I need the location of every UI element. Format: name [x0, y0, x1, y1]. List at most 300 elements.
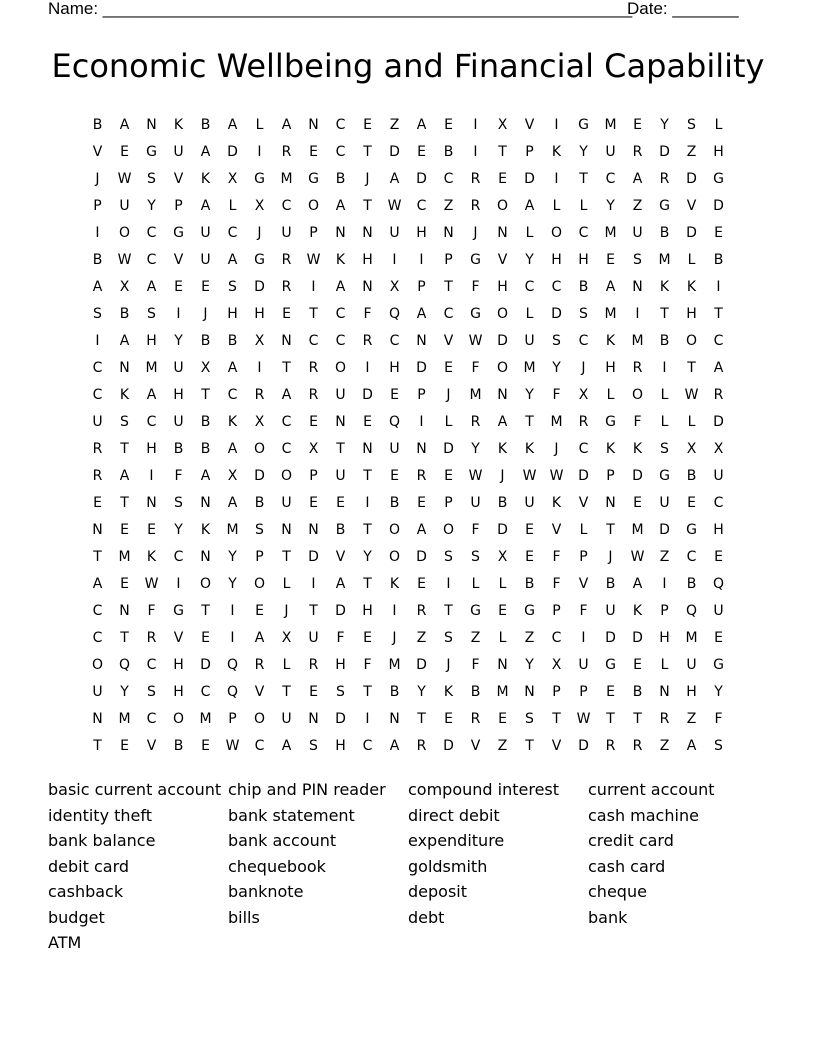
grid-letter[interactable]: O — [307, 198, 320, 214]
grid-letter[interactable]: S — [147, 684, 156, 700]
grid-letter[interactable]: T — [336, 441, 345, 457]
grid-letter[interactable]: D — [443, 441, 454, 457]
grid-letter[interactable]: I — [392, 603, 397, 619]
grid-letter[interactable]: S — [228, 279, 237, 295]
grid-letter[interactable]: I — [662, 360, 667, 376]
grid-letter[interactable]: R — [416, 603, 427, 619]
grid-letter[interactable]: Y — [579, 144, 588, 160]
grid-letter[interactable]: E — [687, 495, 696, 511]
grid-letter[interactable]: V — [497, 252, 508, 268]
grid-letter[interactable]: V — [578, 495, 589, 511]
grid-letter[interactable]: W — [522, 468, 537, 484]
grid-letter[interactable]: N — [335, 414, 346, 430]
grid-letter[interactable]: C — [92, 630, 103, 646]
grid-letter[interactable]: C — [254, 738, 265, 754]
grid-letter[interactable]: S — [336, 684, 345, 700]
grid-letter[interactable]: Z — [632, 198, 643, 214]
grid-letter[interactable]: S — [471, 549, 480, 565]
grid-letter[interactable]: I — [95, 333, 100, 349]
grid-letter[interactable]: N — [92, 711, 103, 727]
grid-letter[interactable]: E — [498, 711, 507, 727]
grid-letter[interactable]: C — [227, 387, 238, 403]
grid-letter[interactable]: K — [605, 441, 616, 457]
grid-letter[interactable]: T — [687, 360, 696, 376]
grid-letter[interactable]: C — [524, 279, 535, 295]
grid-letter[interactable]: U — [173, 414, 184, 430]
grid-letter[interactable]: A — [200, 144, 211, 160]
grid-letter[interactable]: J — [473, 225, 478, 241]
grid-letter[interactable]: B — [713, 252, 724, 268]
grid-letter[interactable]: A — [200, 468, 211, 484]
grid-letter[interactable]: V — [551, 738, 562, 754]
grid-letter[interactable]: D — [497, 333, 508, 349]
grid-letter[interactable]: B — [173, 738, 184, 754]
grid-letter[interactable]: V — [470, 738, 481, 754]
grid-letter[interactable]: S — [687, 117, 696, 133]
grid-letter[interactable]: A — [146, 279, 157, 295]
grid-letter[interactable]: T — [363, 144, 372, 160]
grid-letter[interactable]: C — [335, 117, 346, 133]
grid-letter[interactable]: D — [335, 603, 346, 619]
grid-letter[interactable]: P — [579, 684, 588, 700]
grid-letter[interactable]: R — [470, 171, 481, 187]
grid-letter[interactable]: Z — [389, 117, 400, 133]
grid-letter[interactable]: M — [550, 414, 563, 430]
grid-letter[interactable]: Y — [174, 333, 183, 349]
grid-letter[interactable]: U — [470, 495, 481, 511]
grid-letter[interactable]: N — [200, 495, 211, 511]
grid-letter[interactable]: W — [684, 387, 699, 403]
grid-letter[interactable]: H — [254, 306, 265, 322]
grid-letter[interactable]: D — [254, 468, 265, 484]
grid-letter[interactable]: T — [660, 306, 669, 322]
grid-letter[interactable]: E — [282, 306, 291, 322]
grid-letter[interactable]: A — [632, 171, 643, 187]
grid-letter[interactable]: C — [578, 333, 589, 349]
grid-letter[interactable]: T — [525, 738, 534, 754]
grid-letter[interactable]: H — [173, 657, 184, 673]
grid-letter[interactable]: X — [389, 279, 400, 295]
grid-letter[interactable]: V — [173, 171, 184, 187]
grid-letter[interactable]: G — [659, 468, 670, 484]
grid-letter[interactable]: H — [173, 387, 184, 403]
grid-letter[interactable]: T — [201, 387, 210, 403]
grid-letter[interactable]: Z — [524, 630, 535, 646]
grid-letter[interactable]: R — [254, 657, 265, 673]
grid-letter[interactable]: R — [92, 441, 103, 457]
grid-letter[interactable]: G — [524, 603, 535, 619]
grid-letter[interactable]: G — [605, 657, 616, 673]
grid-letter[interactable]: E — [120, 144, 129, 160]
grid-letter[interactable]: I — [230, 603, 235, 619]
grid-letter[interactable]: T — [363, 198, 372, 214]
grid-letter[interactable]: Y — [552, 360, 561, 376]
grid-letter[interactable]: M — [199, 711, 212, 727]
grid-letter[interactable]: B — [92, 117, 103, 133]
grid-letter[interactable]: P — [660, 603, 669, 619]
grid-letter[interactable]: E — [174, 279, 183, 295]
grid-letter[interactable]: L — [606, 387, 615, 403]
grid-letter[interactable]: H — [335, 738, 346, 754]
grid-letter[interactable]: C — [227, 225, 238, 241]
grid-letter[interactable]: B — [227, 333, 238, 349]
grid-letter[interactable]: R — [146, 630, 157, 646]
grid-letter[interactable]: I — [635, 306, 640, 322]
grid-letter[interactable]: R — [281, 252, 292, 268]
grid-letter[interactable]: E — [714, 549, 723, 565]
grid-letter[interactable]: Y — [147, 198, 156, 214]
grid-letter[interactable]: S — [714, 738, 723, 754]
grid-letter[interactable]: E — [444, 711, 453, 727]
grid-letter[interactable]: T — [633, 711, 642, 727]
grid-letter[interactable]: B — [200, 414, 211, 430]
grid-letter[interactable]: X — [497, 549, 508, 565]
grid-letter[interactable]: R — [416, 738, 427, 754]
grid-letter[interactable]: V — [92, 144, 103, 160]
grid-letter[interactable]: L — [687, 252, 696, 268]
grid-letter[interactable]: E — [525, 522, 534, 538]
grid-letter[interactable]: R — [659, 711, 670, 727]
grid-letter[interactable]: R — [416, 468, 427, 484]
grid-letter[interactable]: J — [446, 657, 451, 673]
grid-letter[interactable]: R — [632, 360, 643, 376]
grid-letter[interactable]: D — [632, 630, 643, 646]
grid-letter[interactable]: G — [578, 117, 589, 133]
grid-letter[interactable]: K — [686, 279, 697, 295]
grid-letter[interactable]: T — [606, 522, 615, 538]
grid-letter[interactable]: H — [551, 252, 562, 268]
grid-letter[interactable]: N — [146, 117, 157, 133]
grid-letter[interactable]: T — [363, 522, 372, 538]
grid-letter[interactable]: S — [444, 630, 453, 646]
grid-letter[interactable]: T — [120, 630, 129, 646]
grid-letter[interactable]: K — [200, 522, 211, 538]
grid-letter[interactable]: W — [144, 576, 159, 592]
grid-letter[interactable]: U — [524, 495, 535, 511]
grid-letter[interactable]: B — [632, 684, 643, 700]
grid-letter[interactable]: T — [525, 414, 534, 430]
grid-letter[interactable]: E — [147, 522, 156, 538]
grid-letter[interactable]: X — [713, 441, 724, 457]
grid-letter[interactable]: O — [442, 522, 455, 538]
grid-letter[interactable]: L — [525, 225, 534, 241]
grid-letter[interactable]: F — [633, 414, 642, 430]
grid-letter[interactable]: L — [660, 387, 669, 403]
grid-letter[interactable]: I — [365, 495, 370, 511]
grid-letter[interactable]: Q — [388, 414, 401, 430]
grid-letter[interactable]: N — [119, 360, 130, 376]
grid-letter[interactable]: A — [389, 171, 400, 187]
grid-letter[interactable]: E — [606, 684, 615, 700]
grid-letter[interactable]: B — [389, 495, 400, 511]
grid-letter[interactable]: S — [633, 252, 642, 268]
grid-letter[interactable]: K — [146, 549, 157, 565]
grid-letter[interactable]: I — [473, 117, 478, 133]
grid-letter[interactable]: H — [362, 603, 373, 619]
grid-letter[interactable]: G — [686, 522, 697, 538]
grid-letter[interactable]: T — [552, 711, 561, 727]
grid-letter[interactable]: D — [389, 144, 400, 160]
grid-letter[interactable]: B — [200, 117, 211, 133]
grid-letter[interactable]: O — [118, 225, 131, 241]
grid-letter[interactable]: N — [524, 684, 535, 700]
grid-letter[interactable]: A — [92, 576, 103, 592]
grid-letter[interactable]: P — [417, 279, 426, 295]
grid-letter[interactable]: A — [389, 738, 400, 754]
grid-letter[interactable]: P — [552, 684, 561, 700]
grid-letter[interactable]: K — [389, 576, 400, 592]
grid-letter[interactable]: O — [280, 468, 293, 484]
grid-letter[interactable]: E — [309, 144, 318, 160]
grid-letter[interactable]: H — [173, 684, 184, 700]
grid-letter[interactable]: T — [309, 603, 318, 619]
grid-letter[interactable]: D — [416, 360, 427, 376]
grid-letter[interactable]: K — [632, 441, 643, 457]
grid-letter[interactable]: I — [311, 279, 316, 295]
grid-letter[interactable]: M — [658, 252, 671, 268]
grid-letter[interactable]: W — [576, 711, 591, 727]
grid-letter[interactable]: A — [416, 522, 427, 538]
grid-letter[interactable]: T — [120, 441, 129, 457]
grid-letter[interactable]: O — [334, 360, 347, 376]
grid-letter[interactable]: K — [524, 441, 535, 457]
grid-letter[interactable]: C — [146, 225, 157, 241]
grid-letter[interactable]: C — [335, 144, 346, 160]
grid-letter[interactable]: I — [716, 279, 721, 295]
grid-letter[interactable]: H — [659, 630, 670, 646]
grid-letter[interactable]: N — [659, 684, 670, 700]
grid-letter[interactable]: A — [335, 198, 346, 214]
grid-letter[interactable]: J — [500, 468, 505, 484]
grid-letter[interactable]: E — [363, 414, 372, 430]
grid-letter[interactable]: I — [473, 144, 478, 160]
grid-letter[interactable]: T — [93, 549, 102, 565]
grid-letter[interactable]: G — [146, 144, 157, 160]
grid-letter[interactable]: H — [686, 684, 697, 700]
grid-letter[interactable]: G — [173, 225, 184, 241]
grid-letter[interactable]: B — [119, 306, 130, 322]
date-field[interactable]: Date: _______ — [627, 0, 739, 18]
grid-letter[interactable]: F — [552, 387, 561, 403]
grid-letter[interactable]: C — [146, 414, 157, 430]
grid-letter[interactable]: L — [579, 522, 588, 538]
grid-letter[interactable]: I — [257, 360, 262, 376]
grid-letter[interactable]: J — [608, 549, 613, 565]
grid-letter[interactable]: A — [227, 360, 238, 376]
grid-letter[interactable]: V — [335, 549, 346, 565]
grid-letter[interactable]: J — [95, 171, 100, 187]
grid-letter[interactable]: M — [631, 333, 644, 349]
grid-letter[interactable]: D — [200, 657, 211, 673]
grid-letter[interactable]: D — [416, 549, 427, 565]
grid-letter[interactable]: P — [417, 387, 426, 403]
grid-letter[interactable]: B — [443, 144, 454, 160]
grid-letter[interactable]: O — [388, 549, 401, 565]
grid-letter[interactable]: D — [686, 171, 697, 187]
grid-letter[interactable]: T — [579, 171, 588, 187]
grid-letter[interactable]: Z — [497, 738, 508, 754]
grid-letter[interactable]: L — [255, 117, 264, 133]
grid-letter[interactable]: X — [308, 441, 319, 457]
grid-letter[interactable]: C — [281, 414, 292, 430]
grid-letter[interactable]: H — [416, 225, 427, 241]
grid-letter[interactable]: N — [281, 522, 292, 538]
grid-letter[interactable]: B — [524, 576, 535, 592]
grid-letter[interactable]: B — [605, 576, 616, 592]
grid-letter[interactable]: F — [579, 603, 588, 619]
grid-letter[interactable]: A — [605, 279, 616, 295]
grid-letter[interactable]: U — [578, 657, 589, 673]
grid-letter[interactable]: N — [497, 387, 508, 403]
grid-letter[interactable]: X — [119, 279, 130, 295]
grid-letter[interactable]: G — [659, 198, 670, 214]
grid-letter[interactable]: D — [659, 522, 670, 538]
grid-letter[interactable]: N — [497, 657, 508, 673]
grid-letter[interactable]: N — [308, 711, 319, 727]
grid-letter[interactable]: C — [146, 252, 157, 268]
grid-letter[interactable]: P — [309, 468, 318, 484]
grid-letter[interactable]: U — [713, 603, 724, 619]
grid-letter[interactable]: H — [713, 522, 724, 538]
grid-letter[interactable]: A — [632, 576, 643, 592]
grid-letter[interactable]: M — [604, 117, 617, 133]
grid-letter[interactable]: D — [713, 414, 724, 430]
grid-letter[interactable]: C — [605, 171, 616, 187]
grid-letter[interactable]: U — [686, 657, 697, 673]
grid-letter[interactable]: K — [551, 144, 562, 160]
grid-letter[interactable]: V — [146, 738, 157, 754]
grid-letter[interactable]: T — [282, 549, 291, 565]
grid-letter[interactable]: I — [257, 144, 262, 160]
grid-letter[interactable]: C — [551, 279, 562, 295]
grid-letter[interactable]: K — [551, 495, 562, 511]
grid-letter[interactable]: N — [605, 495, 616, 511]
grid-letter[interactable]: D — [254, 279, 265, 295]
grid-letter[interactable]: F — [471, 522, 480, 538]
grid-letter[interactable]: Y — [417, 684, 426, 700]
grid-letter[interactable]: I — [311, 576, 316, 592]
grid-letter[interactable]: H — [146, 333, 157, 349]
grid-letter[interactable]: H — [362, 252, 373, 268]
grid-letter[interactable]: N — [146, 495, 157, 511]
grid-letter[interactable]: D — [335, 711, 346, 727]
grid-letter[interactable]: D — [713, 198, 724, 214]
grid-letter[interactable]: A — [281, 387, 292, 403]
grid-letter[interactable]: A — [119, 117, 130, 133]
grid-letter[interactable]: W — [468, 468, 483, 484]
grid-letter[interactable]: K — [119, 387, 130, 403]
grid-letter[interactable]: A — [281, 738, 292, 754]
grid-letter[interactable]: G — [470, 603, 481, 619]
grid-letter[interactable]: X — [686, 441, 697, 457]
grid-letter[interactable]: I — [176, 306, 181, 322]
grid-letter[interactable]: E — [390, 468, 399, 484]
grid-letter[interactable]: J — [203, 306, 208, 322]
grid-letter[interactable]: R — [470, 198, 481, 214]
grid-letter[interactable]: O — [253, 711, 266, 727]
grid-letter[interactable]: T — [363, 576, 372, 592]
grid-letter[interactable]: E — [309, 495, 318, 511]
grid-letter[interactable]: A — [281, 117, 292, 133]
grid-letter[interactable]: J — [392, 630, 397, 646]
grid-letter[interactable]: I — [662, 576, 667, 592]
grid-letter[interactable]: I — [365, 360, 370, 376]
grid-letter[interactable]: N — [632, 279, 643, 295]
grid-letter[interactable]: X — [227, 171, 238, 187]
grid-letter[interactable]: A — [254, 630, 265, 646]
grid-letter[interactable]: N — [308, 522, 319, 538]
grid-letter[interactable]: O — [388, 522, 401, 538]
grid-letter[interactable]: G — [173, 603, 184, 619]
grid-letter[interactable]: F — [471, 360, 480, 376]
grid-letter[interactable]: M — [496, 684, 509, 700]
grid-letter[interactable]: Q — [226, 657, 239, 673]
grid-letter[interactable]: A — [497, 414, 508, 430]
grid-letter[interactable]: M — [685, 630, 698, 646]
grid-letter[interactable]: U — [659, 495, 670, 511]
grid-letter[interactable]: Y — [525, 252, 534, 268]
grid-letter[interactable]: I — [149, 468, 154, 484]
grid-letter[interactable]: A — [227, 252, 238, 268]
grid-letter[interactable]: C — [713, 495, 724, 511]
grid-letter[interactable]: N — [497, 225, 508, 241]
grid-letter[interactable]: S — [93, 306, 102, 322]
grid-letter[interactable]: D — [416, 171, 427, 187]
grid-letter[interactable]: H — [389, 360, 400, 376]
grid-letter[interactable]: I — [554, 171, 559, 187]
grid-letter[interactable]: A — [146, 387, 157, 403]
grid-letter[interactable]: D — [605, 630, 616, 646]
grid-letter[interactable]: R — [659, 171, 670, 187]
grid-letter[interactable]: T — [120, 495, 129, 511]
grid-letter[interactable]: E — [498, 171, 507, 187]
grid-letter[interactable]: L — [525, 306, 534, 322]
grid-letter[interactable]: A — [713, 360, 724, 376]
grid-letter[interactable]: N — [308, 117, 319, 133]
grid-letter[interactable]: A — [686, 738, 697, 754]
grid-letter[interactable]: B — [686, 576, 697, 592]
grid-letter[interactable]: C — [686, 549, 697, 565]
grid-letter[interactable]: U — [605, 603, 616, 619]
grid-letter[interactable]: C — [92, 360, 103, 376]
grid-letter[interactable]: V — [686, 198, 697, 214]
grid-letter[interactable]: Z — [659, 738, 670, 754]
grid-letter[interactable]: A — [119, 468, 130, 484]
grid-letter[interactable]: U — [389, 441, 400, 457]
grid-letter[interactable]: E — [417, 144, 426, 160]
grid-letter[interactable]: P — [579, 549, 588, 565]
grid-letter[interactable]: S — [579, 306, 588, 322]
grid-letter[interactable]: F — [471, 657, 480, 673]
grid-letter[interactable]: Z — [686, 711, 697, 727]
grid-letter[interactable]: F — [174, 468, 183, 484]
grid-letter[interactable]: Y — [228, 549, 237, 565]
grid-letter[interactable]: E — [120, 522, 129, 538]
grid-letter[interactable]: X — [200, 360, 211, 376]
grid-letter[interactable]: Y — [120, 684, 129, 700]
grid-letter[interactable]: D — [524, 171, 535, 187]
grid-letter[interactable]: D — [362, 387, 373, 403]
grid-letter[interactable]: N — [389, 711, 400, 727]
grid-letter[interactable]: E — [417, 576, 426, 592]
grid-letter[interactable]: Q — [226, 684, 239, 700]
grid-letter[interactable]: F — [363, 657, 372, 673]
grid-letter[interactable]: S — [309, 738, 318, 754]
grid-letter[interactable]: S — [444, 549, 453, 565]
grid-letter[interactable]: R — [632, 738, 643, 754]
grid-letter[interactable]: D — [416, 657, 427, 673]
grid-letter[interactable]: P — [444, 252, 453, 268]
